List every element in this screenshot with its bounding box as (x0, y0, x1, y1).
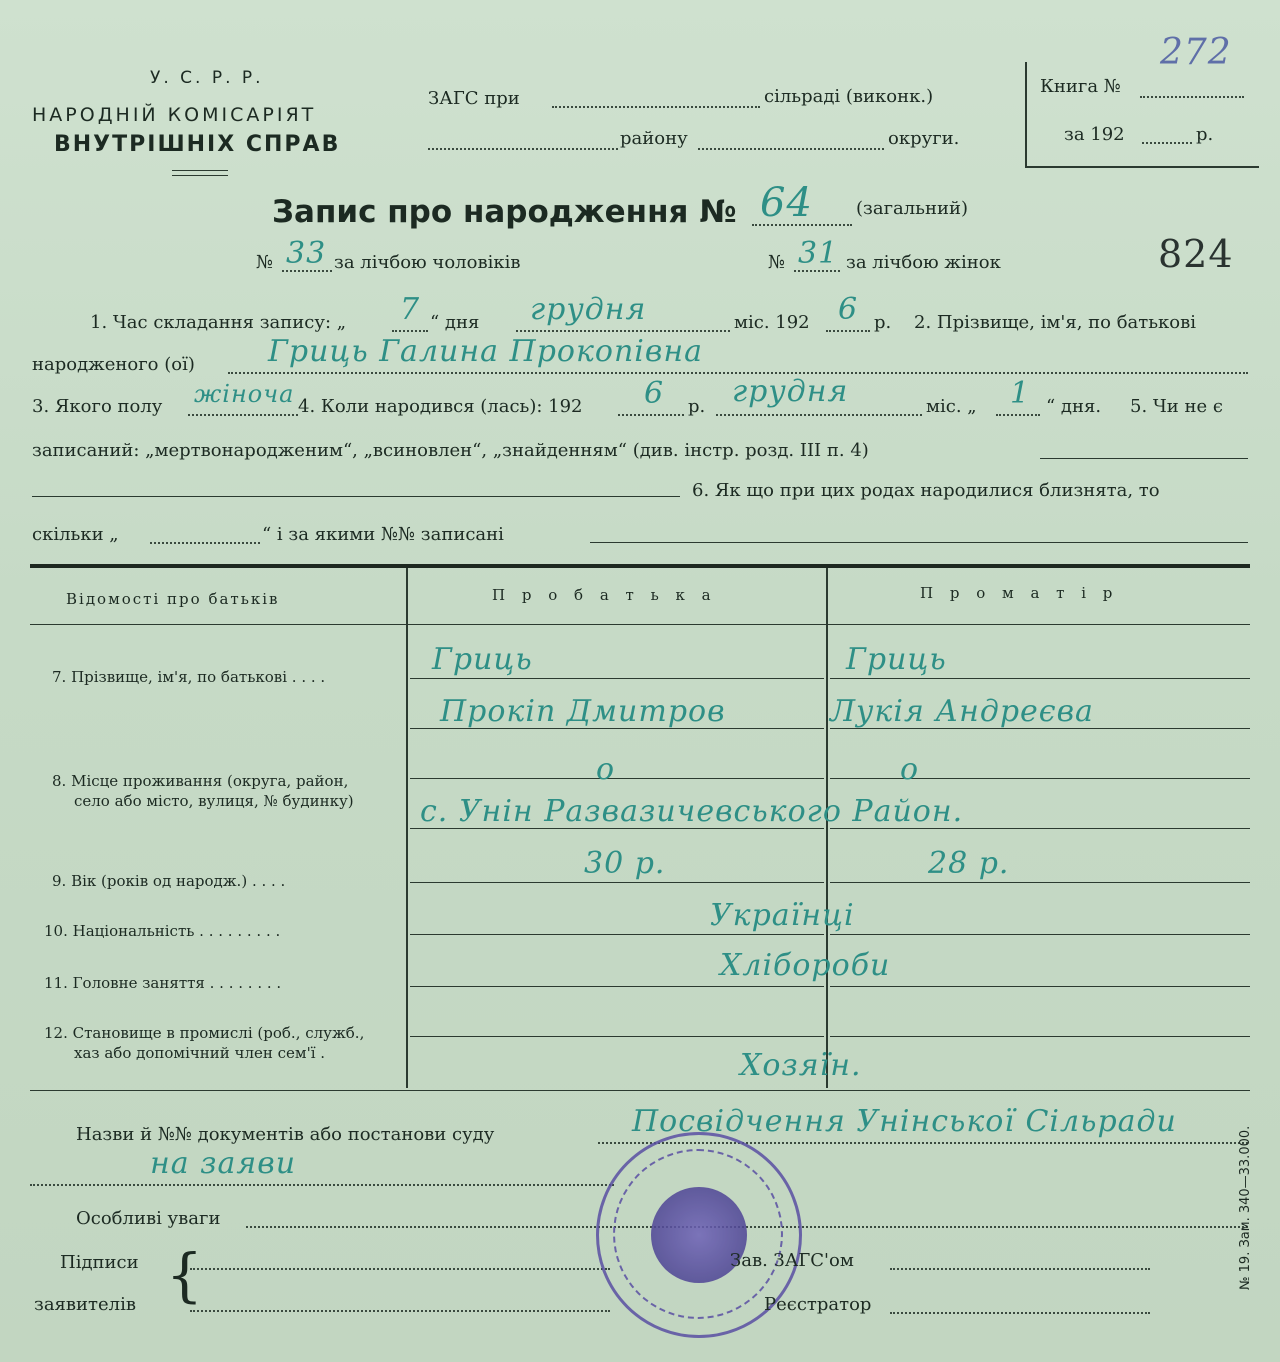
field1-day-label: “ дня (430, 312, 480, 333)
field1-year-value: 6 (838, 292, 859, 327)
docs-label: Назви й №№ документів або постанови суду (76, 1124, 495, 1145)
table-row8-label2: село або місто, вулиця, № будинку) (74, 792, 354, 810)
female-number-value: 31 (798, 236, 839, 271)
book-label: Книга № (1040, 76, 1121, 97)
mother-name: Лукія Андреєва (830, 694, 1094, 729)
table-header-rule (30, 624, 1250, 625)
mother-place-mark: о (900, 752, 920, 787)
okrug-field (698, 148, 884, 150)
book-year-field (1142, 142, 1192, 144)
zags-field (552, 106, 760, 108)
male-count-label: за лічбою чоловіків (334, 252, 521, 273)
father-place-mark: о (596, 752, 616, 787)
female-number-prefix: № (768, 252, 786, 273)
field2-label2: народженого (ої) (32, 354, 195, 375)
field6-numbers-line (590, 542, 1248, 543)
field1-month-value: грудня (530, 292, 647, 327)
row-rule (410, 986, 824, 987)
row-rule (410, 882, 824, 883)
table-col-divider-1 (406, 568, 408, 1088)
field6-label: 6. Як що при цих родах народилися близнята, то (692, 480, 1160, 501)
table-row9-label: 9. Вік (років од народж.) . . . . (52, 872, 286, 890)
table-row12-label: 12. Становище в промислі (роб., служб., (44, 1024, 365, 1042)
okrugy-label: округи. (888, 128, 960, 149)
field4-year-value: 6 (644, 376, 665, 411)
row-rule (830, 678, 1250, 679)
row-rule (410, 678, 824, 679)
field4-label: 4. Коли народився (лась): 192 (298, 396, 583, 417)
father-age: 30 р. (584, 846, 666, 881)
field4-year-line (618, 414, 684, 416)
place-of-residence: с. Унін Развазичевського Район. (420, 794, 964, 829)
row-rule (830, 986, 1250, 987)
mother-age: 28 р. (928, 846, 1010, 881)
signatures-label1: Підписи (60, 1252, 139, 1273)
extra-number: 824 (1158, 232, 1234, 276)
field3-line (188, 414, 298, 416)
field4-month-value: грудня (732, 374, 849, 409)
field1-year-line (826, 330, 870, 332)
registrar-label: Реєстратор (764, 1294, 872, 1315)
position-value: Хозяїн. (740, 1048, 862, 1083)
field1-year-label: р. (874, 312, 892, 333)
signature-line-1 (190, 1268, 610, 1270)
rayonu-label: району (620, 128, 688, 149)
field1-day-value: 7 (400, 292, 421, 327)
table-col1-header: Відомості про батьків (66, 590, 280, 608)
row-rule (830, 882, 1250, 883)
occupation-value: Хлібороби (720, 948, 891, 983)
book-year-suffix: р. (1196, 124, 1214, 145)
field3-label: 3. Якого полу (32, 396, 163, 417)
row-rule (410, 934, 824, 935)
field2-label: 2. Прізвище, ім'я, по батькові (914, 312, 1197, 333)
father-surname: Гриць (432, 642, 533, 677)
table-row8-label: 8. Місце проживання (округа, район, (52, 772, 349, 790)
signatures-label2: заявителів (34, 1294, 136, 1315)
signature-line-2 (190, 1310, 610, 1312)
male-number-value: 33 (286, 236, 327, 271)
zags-head-line (890, 1268, 1150, 1270)
zags-head-label: Зав. ЗАГС'ом (730, 1250, 854, 1271)
male-number-prefix: № (256, 252, 274, 273)
field6-label2a: скільки „ (32, 524, 119, 545)
table-col2-header: П р о б а т ь к а (492, 586, 717, 604)
field6-count-line (150, 542, 260, 544)
table-row7-label: 7. Прізвище, ім'я, по батькові . . . . (52, 668, 326, 686)
book-year-prefix: за 192 (1064, 124, 1125, 145)
female-count-label: за лічбою жінок (846, 252, 1001, 273)
field1-month-line (516, 330, 730, 332)
table-bottom-rule (30, 1090, 1250, 1091)
field4-month-label: міс. „ (926, 396, 977, 417)
field3-value: жіноча (194, 380, 295, 408)
field5-line (1040, 458, 1248, 459)
field5-label2: записаний: „мертвонародженим“, „всиновлен“, „знайденням“ (див. інстр. розд. III п. 4) (32, 440, 869, 461)
field6-label2b: “ і за якими №№ записані (262, 524, 504, 545)
row-rule (830, 934, 1250, 935)
docs-line-2 (30, 1184, 614, 1186)
table-col3-header: П р о м а т і р (920, 584, 1119, 602)
silradi-label: сільраді (виконк.) (764, 86, 934, 107)
registrar-line (890, 1312, 1150, 1314)
father-name: Прокіп Дмитров (440, 694, 726, 729)
field2-value: Гриць Галина Прокопівна (268, 334, 703, 369)
docs-value: Посвідчення Унінської Сільради (632, 1104, 1177, 1139)
title-suffix: (загальний) (856, 198, 968, 219)
book-handwritten-number: 272 (1160, 32, 1232, 73)
field1-month-label: міс. 192 (734, 312, 810, 333)
notes-label: Особливі уваги (76, 1208, 221, 1229)
nationality-value: Українці (710, 898, 855, 933)
signatures-brace: { (166, 1241, 203, 1309)
print-order-note: № 19. Зам. 340—33.000. (1238, 1125, 1253, 1290)
header-rule (172, 170, 228, 171)
book-number-field (1140, 96, 1244, 98)
zags-label: ЗАГС при (428, 88, 520, 109)
table-row10-label: 10. Національність . . . . . . . . . (44, 922, 281, 940)
mother-surname: Гриць (846, 642, 947, 677)
ministry-line1: НАРОДНІЙ КОМІСАРІЯТ (32, 104, 317, 126)
field4-day-line (996, 414, 1040, 416)
rayon-field (428, 148, 618, 150)
ministry-line2: ВНУТРІШНІХ СПРАВ (54, 132, 341, 157)
table-row12-label2: хаз або допомічний член сем'ї . (74, 1044, 326, 1062)
field4-year-label: р. (688, 396, 706, 417)
field1-day-line (392, 330, 428, 332)
docs-value-2: на заяви (150, 1146, 297, 1181)
record-number-value: 64 (760, 180, 813, 226)
header-rule (172, 175, 228, 176)
table-top-rule (30, 564, 1250, 568)
field1-label: 1. Час складання запису: „ (90, 312, 347, 333)
row-rule (830, 778, 1250, 779)
field4-day-value: 1 (1010, 376, 1031, 411)
row-rule (830, 1036, 1250, 1037)
table-row11-label: 11. Головне заняття . . . . . . . . (44, 974, 282, 992)
field6-line-pre (32, 496, 680, 497)
page-title: Запис про народження № (272, 194, 737, 230)
row-rule (410, 778, 824, 779)
field4-day-label: “ дня. (1046, 396, 1102, 417)
republic-label: У. С. Р. Р. (150, 68, 264, 88)
field5-label: 5. Чи не є (1130, 396, 1223, 417)
row-rule (410, 1036, 824, 1037)
field4-month-line (716, 414, 922, 416)
